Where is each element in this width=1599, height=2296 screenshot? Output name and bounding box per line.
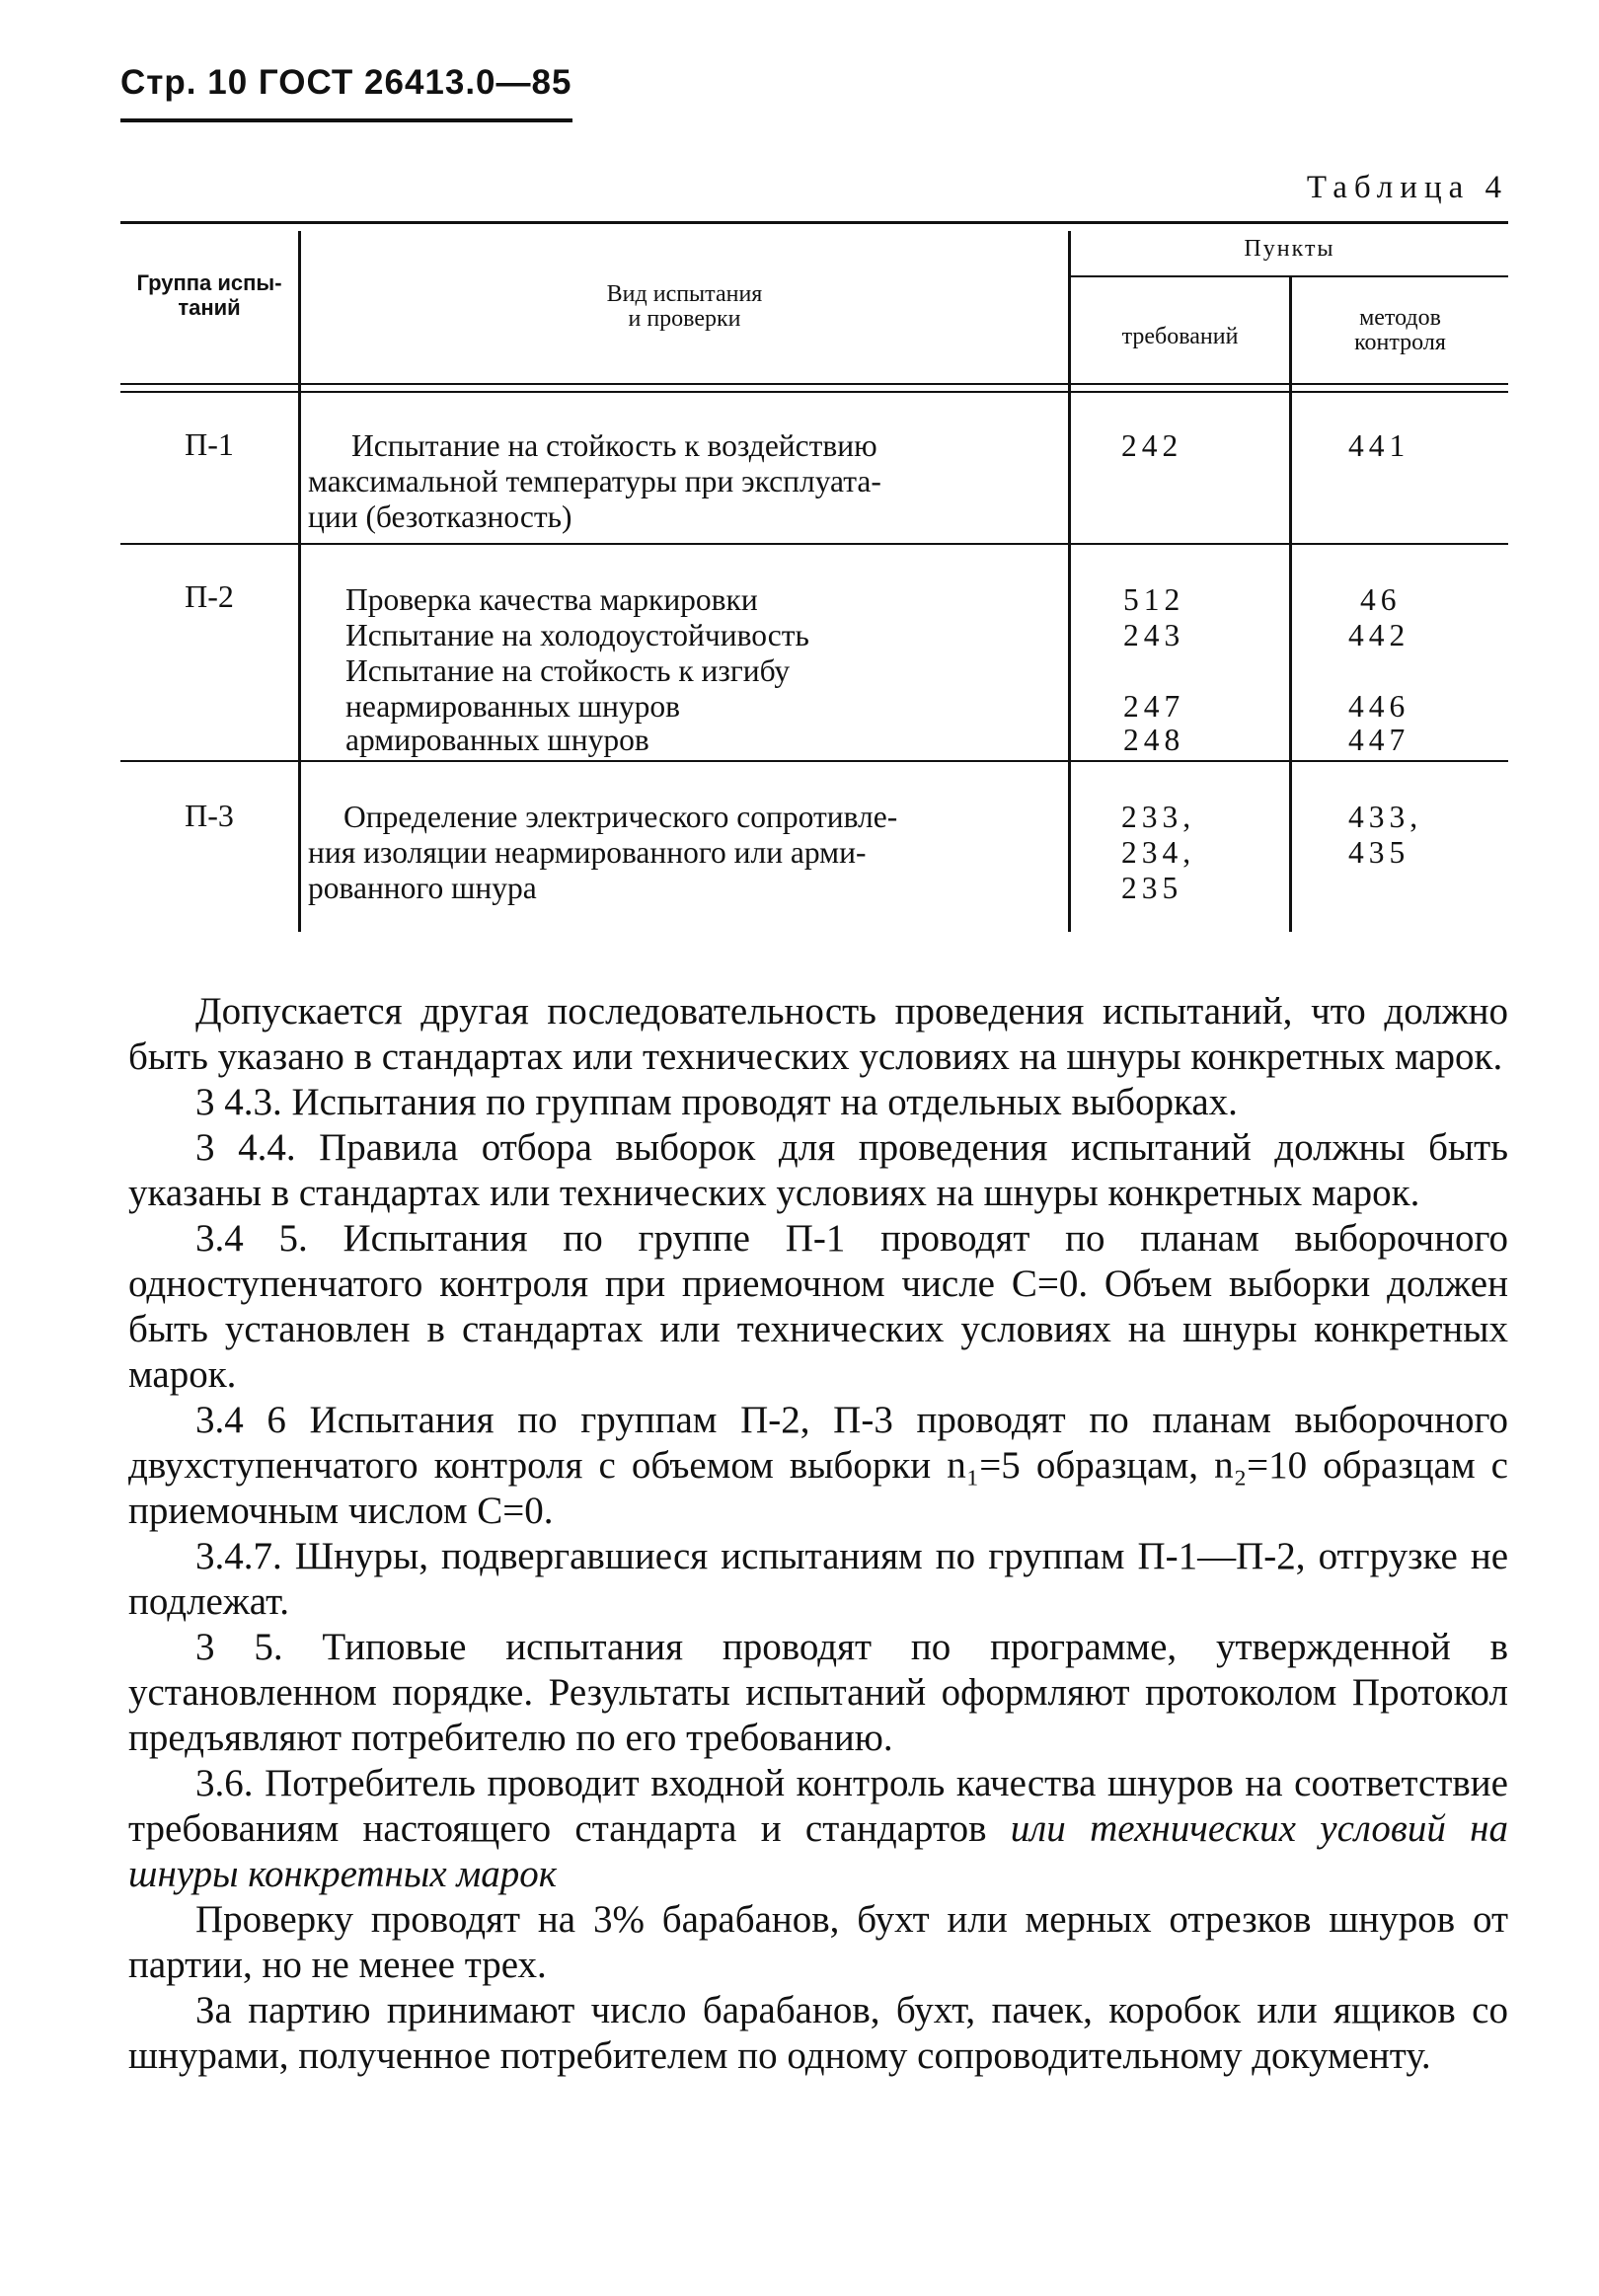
row-separator	[120, 543, 1508, 545]
test-desc-line: Проверка качества маркировки	[345, 582, 758, 617]
paragraph-italic-text: или технических условий на шнуры конкретных марок	[128, 1807, 1508, 1895]
req-point: 242	[1121, 428, 1183, 463]
test-desc-line: ния изоляции неармированного или арми-	[308, 835, 867, 870]
paragraph	[128, 1761, 1508, 1897]
paragraph-main-text: 3.6. Потребитель проводит входной контроль качества шнуров на соответствие требованиям настоящего стандарта и стандартов	[128, 1762, 1508, 1850]
method-point: 442	[1348, 618, 1410, 652]
method-point: 433,	[1348, 800, 1423, 834]
test-desc-line: максимальной температуры при эксплуата-	[308, 464, 881, 498]
req-point: 233,	[1121, 800, 1196, 834]
group-cell: П-3	[185, 798, 234, 833]
paragraph: 3.4.7. Шнуры, подвергавшиеся испытаниям по группам П-1—П-2, отгрузке не подлежат.	[128, 1535, 1508, 1623]
test-desc-line: Испытание на стойкость к изгибу	[345, 653, 791, 688]
req-point: 243	[1123, 618, 1185, 652]
test-desc-line: неармированных шнуров	[345, 689, 680, 724]
body-text	[128, 989, 1508, 2079]
row-separator	[120, 760, 1508, 762]
col-divider	[1289, 277, 1292, 932]
method-point: 435	[1348, 835, 1410, 870]
col-divider	[298, 231, 301, 932]
req-point: 247	[1123, 689, 1185, 724]
header-rule	[120, 118, 572, 122]
header-double-rule	[120, 391, 1508, 393]
header-double-rule	[120, 383, 1508, 385]
method-point: 447	[1348, 723, 1410, 757]
col-header-points: Пункты	[1244, 236, 1335, 262]
req-point: 248	[1123, 723, 1185, 757]
paragraph: Допускается другая последовательность проведения испытаний, что должно быть указано в стандартах или технических условиях на шнуры конкретных марок.	[128, 990, 1508, 1078]
test-desc-line: армированных шнуров	[345, 723, 649, 757]
paragraph: 3 5. Типовые испытания проводят по программе, утвержденной в установленном порядке. Результаты испытаний оформляют протоколом Протокол предъявляют потребителю по его требованию.	[128, 1626, 1508, 1759]
paragraph: 3 4.4. Правила отбора выборок для проведения испытаний должны быть указаны в стандартах или технических условиях на шнуры конкретных марок.	[128, 1126, 1508, 1214]
req-point: 512	[1123, 582, 1185, 617]
paragraph: 3.4 5. Испытания по группе П-1 проводят по планам выборочного одноступенчатого контроля при приемочном числе C=0. Объем выборки должен быть установлен в стандартах или технических условиях на шнуры конкретных марок.	[128, 1217, 1508, 1396]
table-4	[120, 221, 1508, 932]
group-cell: П-1	[185, 426, 234, 462]
paragraph: Проверку проводят на 3% барабанов, бухт или мерных отрезков шнуров от партии, но не менее трех.	[128, 1898, 1508, 1986]
req-point: 235	[1121, 871, 1183, 905]
col-header-requirements: требований	[1121, 324, 1239, 349]
test-desc-line: Испытание на холодоустойчивость	[345, 618, 809, 652]
paragraph: 3.4 6 Испытания по группам П-2, П-3 проводят по планам выборочного двухступенчатого контроля с объемом выборки n₁=5 образцам, n₂=10 образцам с приемочным числом C=0.	[128, 1399, 1508, 1532]
test-desc-line: ции (безотказность)	[308, 499, 572, 534]
test-desc-line: рованного шнура	[308, 871, 537, 905]
method-point: 446	[1348, 689, 1410, 724]
test-desc-line: Определение электрического сопротивле-	[343, 800, 898, 834]
group-cell: П-2	[185, 578, 234, 614]
method-point: 46	[1360, 582, 1402, 617]
test-desc-line: Испытание на стойкость к воздействию	[351, 428, 877, 463]
col-header-type: Вид испытания и проверки	[606, 281, 763, 332]
table-top-rule	[120, 221, 1508, 224]
paragraph: 3 4.3. Испытания по группам проводят на отдельных выборках.	[195, 1081, 1238, 1123]
req-point: 234,	[1121, 835, 1196, 870]
paragraph: За партию принимают число барабанов, бухт, пачек, коробок или ящиков со шнурами, полученное потребителем по одному сопроводительному документу.	[128, 1989, 1508, 2077]
col-header-group: Группа испы- таний	[136, 270, 282, 320]
table-caption: Таблица 4	[1306, 170, 1508, 205]
col-header-methods: методов контроля	[1354, 305, 1446, 355]
method-point: 441	[1348, 428, 1410, 463]
page-header: Стр. 10 ГОСТ 26413.0—85	[120, 63, 572, 102]
